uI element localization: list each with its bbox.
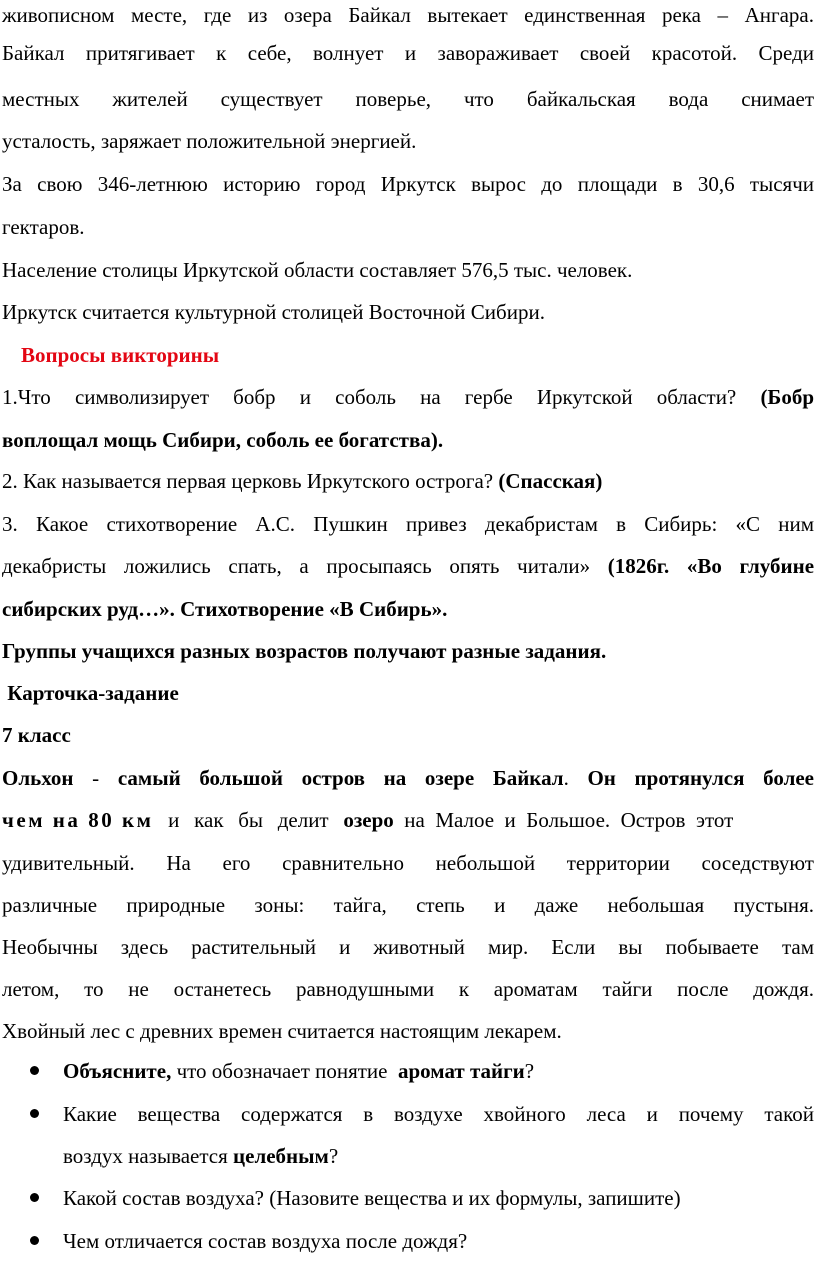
quiz-q1-answer-start: (Бобр	[760, 385, 814, 409]
intro-line-4: усталость, заряжает положительной энергией.	[2, 129, 417, 153]
task-3: Какой состав воздуха? (Назовите вещества и их формулы, запишите)	[63, 1186, 681, 1210]
task-2-term: целебным	[233, 1144, 329, 1168]
card-dash: -	[73, 766, 118, 790]
intro-line-2: Байкал притягивает к себе, волнует и завораживает своей красотой. Среди	[2, 41, 814, 65]
bullet-icon	[30, 1236, 39, 1245]
task-1-qmark: ?	[524, 1059, 535, 1083]
quiz-q3-line-2	[2, 551, 814, 581]
task-1-term: аромат тайги	[398, 1059, 525, 1083]
task-1	[63, 1056, 814, 1086]
card-para-line-2	[2, 805, 814, 835]
intro-line-1: живописном месте, где из озера Байкал вытекает единственная река – Ангара.	[2, 3, 814, 27]
task-1-text: что обозначает понятие	[171, 1059, 398, 1083]
quiz-heading: Вопросы викторины	[21, 343, 220, 367]
quiz-q2-answer: (Спасская)	[498, 469, 603, 493]
task-4: Чем отличается состав воздуха после дождя?	[63, 1229, 468, 1253]
card-small-big: на Малое и Большое. Остров этот	[393, 808, 734, 832]
bullet-icon	[30, 1066, 39, 1075]
intro-line-8: Иркутск считается культурной столицей Восточной Сибири.	[2, 300, 545, 324]
card-para-line-6: летом, то не останетесь равнодушными к ароматам тайги после дождя.	[2, 977, 814, 1001]
card-olkhon: Ольхон	[2, 766, 74, 790]
quiz-q3-line-1: 3. Какое стихотворение А.С. Пушкин привез декабристам в Сибирь: «С ним	[2, 512, 814, 536]
card-para-line-4: различные природные зоны: тайга, степь и даже небольшая пустыня.	[2, 893, 814, 917]
quiz-q2-line	[2, 466, 814, 496]
card-para-line-5: Необычны здесь растительный и животный мир. Если вы побываете там	[2, 935, 814, 959]
quiz-q2-text: 2. Как называется первая церковь Иркутского острога?	[2, 469, 494, 493]
card-para-line-1	[2, 763, 814, 793]
card-grade: 7 класс	[2, 723, 71, 747]
card-island-desc: самый большой остров на озере Байкал	[117, 766, 564, 790]
quiz-q1-text: 1.Что символизирует бобр и соболь на гербе Иркутской области?	[2, 385, 737, 409]
card-stretch: Он протянулся более	[587, 766, 815, 790]
card-title: Карточка-задание	[2, 681, 179, 705]
quiz-q3-answer-start: (1826г. «Во глубине	[607, 554, 815, 578]
intro-line-6: гектаров.	[2, 215, 85, 239]
quiz-q1-line-1	[2, 382, 814, 412]
card-length: чем на 80 км	[2, 808, 154, 832]
intro-line-5: За свою 346-летнюю историю город Иркутск вырос до площади в 30,6 тысячи	[2, 172, 814, 196]
quiz-q3-answer-end: сибирских руд…». Стихотворение «В Сибирь».	[2, 597, 448, 621]
bullet-icon	[30, 1193, 39, 1202]
card-dot: .	[563, 766, 588, 790]
task-2-line-2	[63, 1141, 814, 1171]
card-para-line-3: удивительный. На его сравнительно небольшой территории соседствуют	[2, 851, 814, 875]
task-2-text: воздух называется	[63, 1144, 234, 1168]
bullet-icon	[30, 1109, 39, 1118]
card-para-line-7: Хвойный лес с древних времен считается настоящим лекарем.	[2, 1019, 562, 1043]
groups-note: Группы учащихся разных возрастов получают разные задания.	[2, 639, 607, 663]
card-lake: озеро	[343, 808, 394, 832]
task-1-verb: Объясните,	[63, 1059, 172, 1083]
intro-line-3: местных жителей существует поверье, что байкальская вода снимает	[2, 87, 814, 111]
task-2-line-1: Какие вещества содержатся в воздухе хвойного леса и почему такой	[63, 1102, 814, 1126]
card-divides: и как бы делит	[153, 808, 344, 832]
task-2-qmark: ?	[328, 1144, 339, 1168]
quiz-q1-answer-end: воплощал мощь Сибири, соболь ее богатства).	[2, 428, 444, 452]
intro-line-7: Население столицы Иркутской области составляет 576,5 тыс. человек.	[2, 258, 633, 282]
quiz-q3-text: декабристы ложились спать, а просыпаясь опять читали»	[2, 554, 591, 578]
